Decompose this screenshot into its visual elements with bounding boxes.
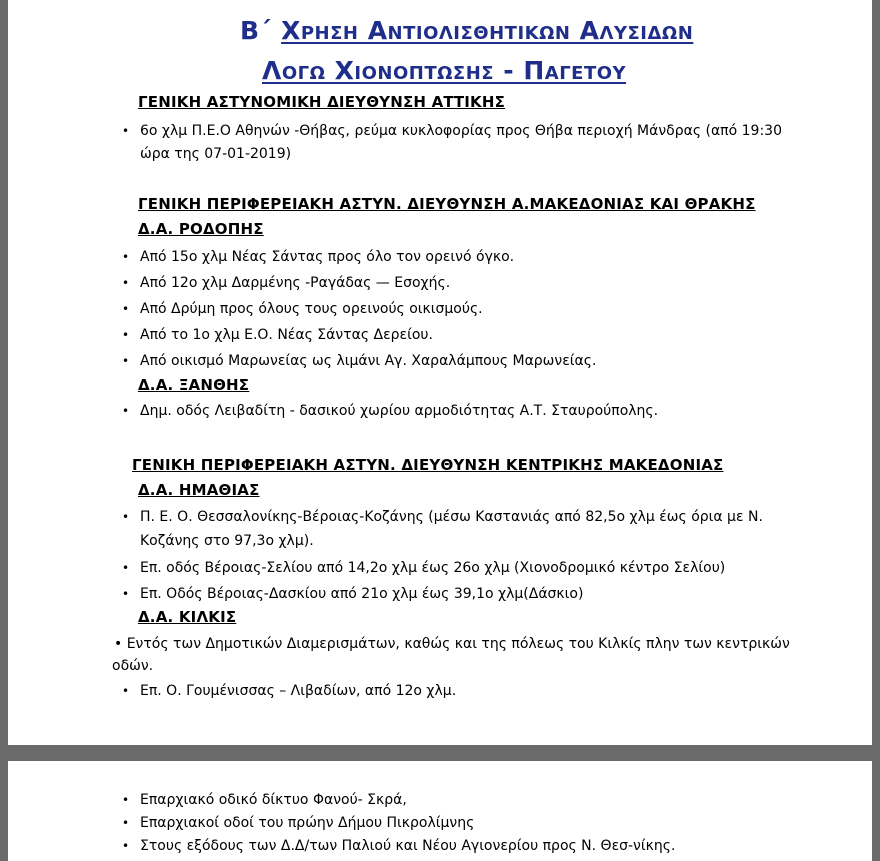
heading-attiki: ΓΕΝΙΚΗ ΑΣΤΥΝΟΜΙΚΗ ΔΙΕΥΘΥΝΣΗ ΑΤΤΙΚΗΣ: [138, 93, 506, 111]
bullet-icon: •: [122, 510, 130, 524]
list-item: • Επαρχιακοί οδοί του πρώην Δήμου Πικρολίμνης: [140, 812, 474, 835]
title-prefix: Β΄: [240, 16, 272, 45]
list-item: • Στους εξόδους των Δ.Δ/των Παλιού και Νέου Αγιονερίου προς Ν. Θεσ-νίκης.: [140, 835, 675, 858]
bullet-icon: •: [122, 404, 130, 418]
list-item: • 6ο χλμ Π.Ε.Ο Αθηνών -Θήβας, ρεύμα κυκλοφορίας προς Θήβα περιοχή Μάνδρας (από 19:30: [140, 120, 782, 143]
title-line-1-text: Χρηση Αντιολισθητικων Αλυσιδων: [281, 16, 694, 45]
bullet-icon: •: [122, 816, 130, 830]
document-page-2: [8, 761, 872, 861]
document-title-line-1: [240, 16, 693, 45]
list-item: • Δημ. οδός Λειβαδίτη - δασικού χωρίου αρμοδιότητας Α.Τ. Σταυρούπολης.: [140, 400, 658, 423]
bullet-icon: •: [122, 839, 130, 853]
list-item: • Επ. Οδός Βέροιας-Δασκίου από 21ο χλμ έως 39,1ο χλμ(Δάσκιο): [140, 583, 583, 606]
bullet-icon: •: [122, 302, 130, 316]
title-line-2-text: Λογω Χιονοπτωσης - Παγετου: [262, 56, 627, 85]
list-item-continuation: ώρα της 07-01-2019): [140, 146, 292, 162]
bullet-icon: •: [122, 354, 130, 368]
bullet-icon: •: [122, 561, 130, 575]
list-item: • Από οικισμό Μαρωνείας ως λιμάνι Αγ. Χαραλάμπους Μαρωνείας.: [140, 350, 596, 373]
list-item: • Επ. Ο. Γουμένισσας – Λιβαδίων, από 12ο χλμ.: [140, 680, 456, 703]
list-item: • Επαρχιακό οδικό δίκτυο Φανού- Σκρά,: [140, 789, 407, 812]
list-item: • Επ. οδός Βέροιας-Σελίου από 14,2ο χλμ έως 26ο χλμ (Χιονοδρομικό κέντρο Σελίου): [140, 557, 725, 580]
document-title-line-2: [262, 56, 626, 85]
list-item-continuation: οδών.: [112, 658, 154, 674]
heading-xanthi: Δ.Α. ΞΑΝΘΗΣ: [138, 376, 250, 394]
heading-rodopi: Δ.Α. ΡΟΔΟΠΗΣ: [138, 220, 264, 238]
list-item: • Από 12ο χλμ Δαρμένης -Ραγάδας — Εσοχής.: [140, 272, 450, 295]
heading-kentriki: ΓΕΝΙΚΗ ΠΕΡΙΦΕΡΕΙΑΚΗ ΑΣΤΥΝ. ΔΙΕΥΘΥΝΣΗ ΚΕΝΤΡΙΚΗΣ ΜΑΚΕΔΟΝΙΑΣ: [132, 456, 724, 474]
bullet-icon: •: [122, 587, 130, 601]
document-page-1: [8, 0, 872, 745]
list-item-continuation: Κοζάνης στο 97,3ο χλμ).: [140, 533, 314, 549]
bullet-icon: •: [122, 793, 130, 807]
list-item: • Εντός των Δημοτικών Διαμερισμάτων, καθώς και της πόλεως του Κιλκίς πλην των κεντρικών: [114, 636, 790, 652]
bullet-icon: •: [122, 124, 130, 138]
bullet-icon: •: [122, 250, 130, 264]
list-item: • Από Δρύμη προς όλους τους ορεινούς οικισμούς.: [140, 298, 483, 321]
heading-imathia: Δ.Α. ΗΜΑΘΙΑΣ: [138, 481, 260, 499]
bullet-icon: •: [122, 684, 130, 698]
bullet-icon: •: [122, 328, 130, 342]
list-item: • Π. Ε. Ο. Θεσσαλονίκης-Βέροιας-Κοζάνης (μέσω Καστανιάς από 82,5ο χλμ έως όρια με Ν.: [140, 506, 763, 529]
bullet-icon: •: [122, 276, 130, 290]
heading-kilkis: Δ.Α. ΚΙΛΚΙΣ: [138, 608, 237, 626]
list-item: • Από το 1ο χλμ Ε.Ο. Νέας Σάντας Δερείου.: [140, 324, 433, 347]
heading-amth: ΓΕΝΙΚΗ ΠΕΡΙΦΕΡΕΙΑΚΗ ΑΣΤΥΝ. ΔΙΕΥΘΥΝΣΗ Α.ΜΑΚΕΔΟΝΙΑΣ ΚΑΙ ΘΡΑΚΗΣ: [138, 195, 756, 213]
list-item: • Από 15ο χλμ Νέας Σάντας προς όλο τον ορεινό όγκο.: [140, 246, 514, 269]
